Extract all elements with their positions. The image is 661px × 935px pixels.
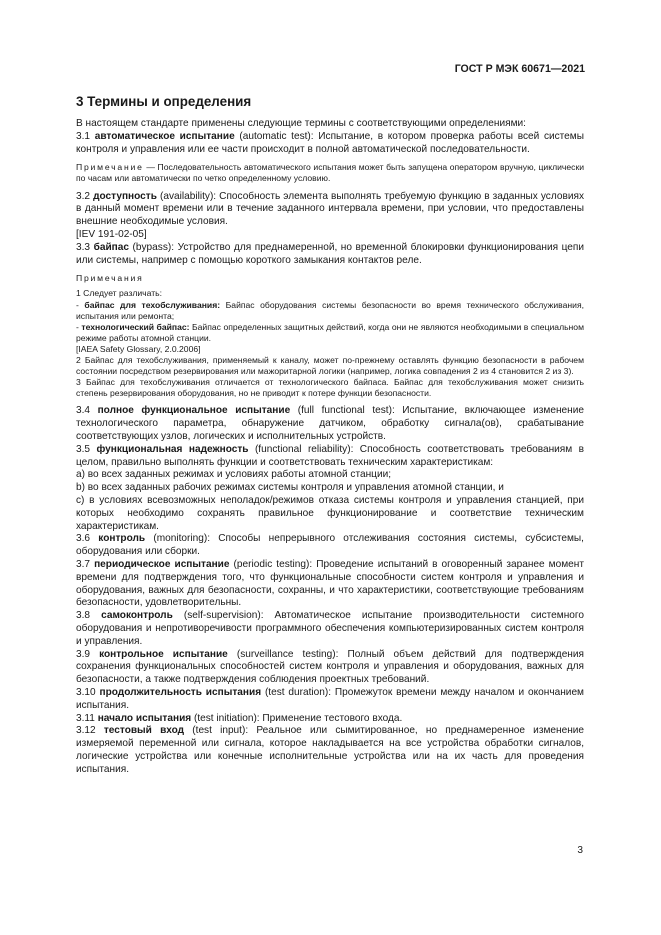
note-3-3-reference: [IAEA Safety Glossary, 2.0.2006] <box>76 343 201 354</box>
term-3-3: 3.3 байпас (bypass): Устройство для преднамеренной, но временной блокировки функционирования цепи или системы, например с помощью короткого замыкания контактов реле. <box>76 241 584 266</box>
note-3-3-3: 3 Байпас для техобслуживания отличается от технологического байпаса. Байпас для техобслуживания может снизить степень резервирования оборудования, но не приводит к потере функции безопасности. <box>76 377 584 399</box>
term-3-11: 3.11 начало испытания (test initiation): Применение тестового входа. <box>76 712 403 724</box>
term-3-5-item-b: b) во всех заданных рабочих режимах системы контроля и управления атомной станции, и <box>76 482 504 494</box>
note-3-3-item-2: - технологический байпас: Байпас определенных защитных действий, когда они не являются необходимыми в специальном режиме работы атомной станции. <box>76 321 584 343</box>
term-3-5: 3.5 функциональная надежность (functional reliability): Способность соответствовать требованиям в целом, правильно выполнять функции и соответствовать техническим характеристикам: <box>76 443 584 468</box>
term-3-2: 3.2 доступность (availability): Способность элемента выполнять требуемую функцию в заданных условиях в данный момент времени или в течение заданного интервала времени, при условии, что предоставлены внешние необходимые условия. <box>76 190 584 228</box>
note-3-3-1: 1 Следует различать: <box>76 288 162 299</box>
term-3-10: 3.10 продолжительность испытания (test duration): Промежуток времени между началом и окончанием испытания. <box>76 686 584 711</box>
term-3-4: 3.4 полное функциональное испытание (full functional test): Испытание, включающее изменение технологического параметра, обнаружение датчиком, обработку сигнала(ов), срабатывание соответствующих узлов, логических и исполнительных устройств. <box>76 405 584 442</box>
term-3-12: 3.12 тестовый вход (test input): Реальное или сымитированное, но преднамеренное изменение измеряемой переменной или сигнала, которое накладывается на все устройства обработки сигналов, логические устройства или конечные исполнительные устройства или на их часть для проведения испытания. <box>76 725 585 775</box>
note-3-1: Примечание — Последовательность автоматического испытания может быть запущена оператором вручную, циклически по часам или автоматически по четко определенному условию. <box>76 162 584 184</box>
term-3-8: 3.8 самоконтроль (self-supervision): Автоматическое испытание производительности системного оборудования и непротиворечивости программного обеспечения компьютеризированных систем контроля и управления. <box>76 610 584 647</box>
term-3-2-reference: [IEV 191-02-05] <box>76 228 147 240</box>
notes-3-3-label: Примечания <box>76 273 144 284</box>
term-3-5-item-a: а) во всех заданных режимах и условиях работы атомной станции; <box>76 469 392 481</box>
page-number: 3 <box>577 845 583 856</box>
section-title: 3 Термины и определения <box>76 94 252 109</box>
term-3-7: 3.7 периодическое испытание (periodic testing): Проведение испытаний в оговоренный заранее момент времени для подтверждения того, что функциональные способности систем контроля и управления и оборудования, важных для безопасности, сохранны, и что характеристики, соответствующие требованиям безопасности, удовлетворительны. <box>76 558 584 609</box>
term-3-1: 3.1 автоматическое испытание (automatic test): Испытание, в котором проверка работы всей системы контроля и управления или ее части происходит в полной автоматической последовательности. <box>76 130 584 155</box>
note-3-3-item-1: - байпас для техобслуживания: Байпас оборудования системы безопасности во время технического обслуживания, испытания или ремонта; <box>76 299 585 321</box>
term-3-9: 3.9 контрольное испытание (surveillance testing): Полный объем действий для подтверждения сохранения функциональных способностей систем контроля и управления и оборудования, важных для безопасности, а также подтверждения соблюдения проектных требований. <box>76 648 584 686</box>
note-3-3-2: 2 Байпас для техобслуживания, применяемый к каналу, может по-прежнему оставлять функцию безопасности в рабочем состоянии посредством резервирования или мажоритарной логики (например, логика совпадения 2 из 4 становится 2 из 3). <box>76 355 584 377</box>
document-body <box>76 118 584 777</box>
term-3-6: 3.6 контроль (monitoring): Способы непрерывного отслеживания состояния системы, субсистемы, оборудования или сборки. <box>76 533 584 558</box>
term-3-5-item-c: с) в условиях всевозможных неполадок/режимов отказа системы контроля и управления станцией, при которых необходимо сохранять правильное функционирование и соответствие техническим характеристикам. <box>76 494 584 532</box>
standard-header: ГОСТ Р МЭК 60671—2021 <box>454 63 585 75</box>
intro-paragraph: В настоящем стандарте применены следующие термины с соответствующими определениями: <box>76 118 526 129</box>
